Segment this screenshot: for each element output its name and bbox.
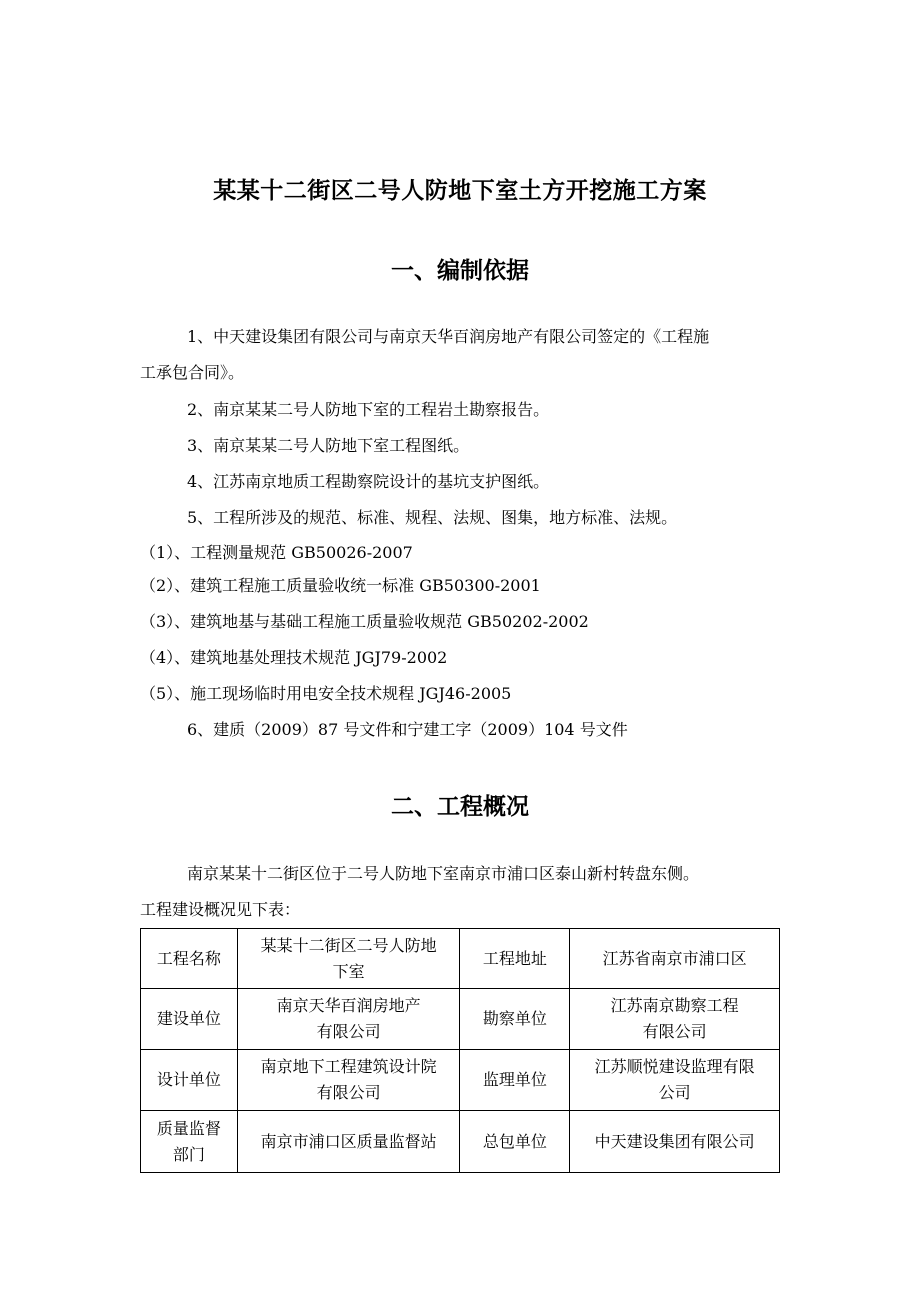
- table-cell-label: 建设单位: [141, 989, 238, 1050]
- basis-item-3: 3、南京某某二号人防地下室工程图纸。: [187, 436, 470, 455]
- table-row: [141, 929, 780, 989]
- overview-paragraph-line-2: 工程建设概况见下表：: [140, 900, 301, 919]
- table-cell-value: 某某十二街区二号人防地 下室: [237, 929, 460, 989]
- table-cell-value: 江苏南京勘察工程 有限公司: [570, 989, 780, 1050]
- table-cell-value: 南京天华百润房地产 有限公司: [237, 989, 460, 1050]
- table-cell-value: 江苏省南京市浦口区: [570, 929, 780, 989]
- basis-item-2: 2、南京某某二号人防地下室的工程岩土勘察报告。: [187, 400, 550, 419]
- basis-item-4: 4、江苏南京地质工程勘察院设计的基坑支护图纸。: [187, 472, 550, 491]
- standard-item-3: （3）、建筑地基与基础工程施工质量验收规范 GB50202-2002: [140, 612, 589, 631]
- overview-paragraph-line-1: 南京某某十二街区位于二号人防地下室南京市浦口区泰山新村转盘东侧。: [187, 864, 700, 883]
- standard-item-1: （1）、工程测量规范 GB50026-2007: [140, 543, 413, 562]
- section-heading-basis: 一、编制依据: [391, 258, 529, 284]
- section-heading-overview: 二、工程概况: [391, 794, 529, 820]
- table-cell-label: 工程地址: [460, 929, 570, 989]
- standard-item-4: （4）、建筑地基处理技术规范 JGJ79-2002: [140, 648, 448, 667]
- table-cell-value: 南京市浦口区质量监督站: [237, 1111, 460, 1173]
- basis-item-6: 6、建质（2009）87 号文件和宁建工字（2009）104 号文件: [187, 720, 628, 739]
- project-info-table: [140, 928, 780, 1173]
- table-cell-value: 中天建设集团有限公司: [570, 1111, 780, 1173]
- table-row: [141, 1111, 780, 1173]
- table-cell-label: 质量监督 部门: [141, 1111, 238, 1173]
- table-cell-label: 设计单位: [141, 1050, 238, 1111]
- table-cell-label: 监理单位: [460, 1050, 570, 1111]
- table-cell-label: 总包单位: [460, 1111, 570, 1173]
- table-cell-label: 勘察单位: [460, 989, 570, 1050]
- table-cell-label: 工程名称: [141, 929, 238, 989]
- basis-item-1-line-2: 工承包合同》。: [140, 363, 245, 382]
- table-cell-value: 南京地下工程建筑设计院 有限公司: [237, 1050, 460, 1111]
- table-cell-value: 江苏顺悦建设监理有限 公司: [570, 1050, 780, 1111]
- basis-item-1-line-1: 1、中天建设集团有限公司与南京天华百润房地产有限公司签定的《工程施: [187, 327, 710, 346]
- basis-item-5: 5、工程所涉及的规范、标准、规程、法规、图集，地方标准、法规。: [187, 508, 678, 527]
- document-title: 某某十二街区二号人防地下室土方开挖施工方案: [213, 178, 707, 204]
- standard-item-5: （5）、施工现场临时用电安全技术规程 JGJ46-2005: [140, 684, 512, 703]
- standard-item-2: （2）、建筑工程施工质量验收统一标准 GB50300-2001: [140, 576, 541, 595]
- table-row: [141, 989, 780, 1050]
- table-row: [141, 1050, 780, 1111]
